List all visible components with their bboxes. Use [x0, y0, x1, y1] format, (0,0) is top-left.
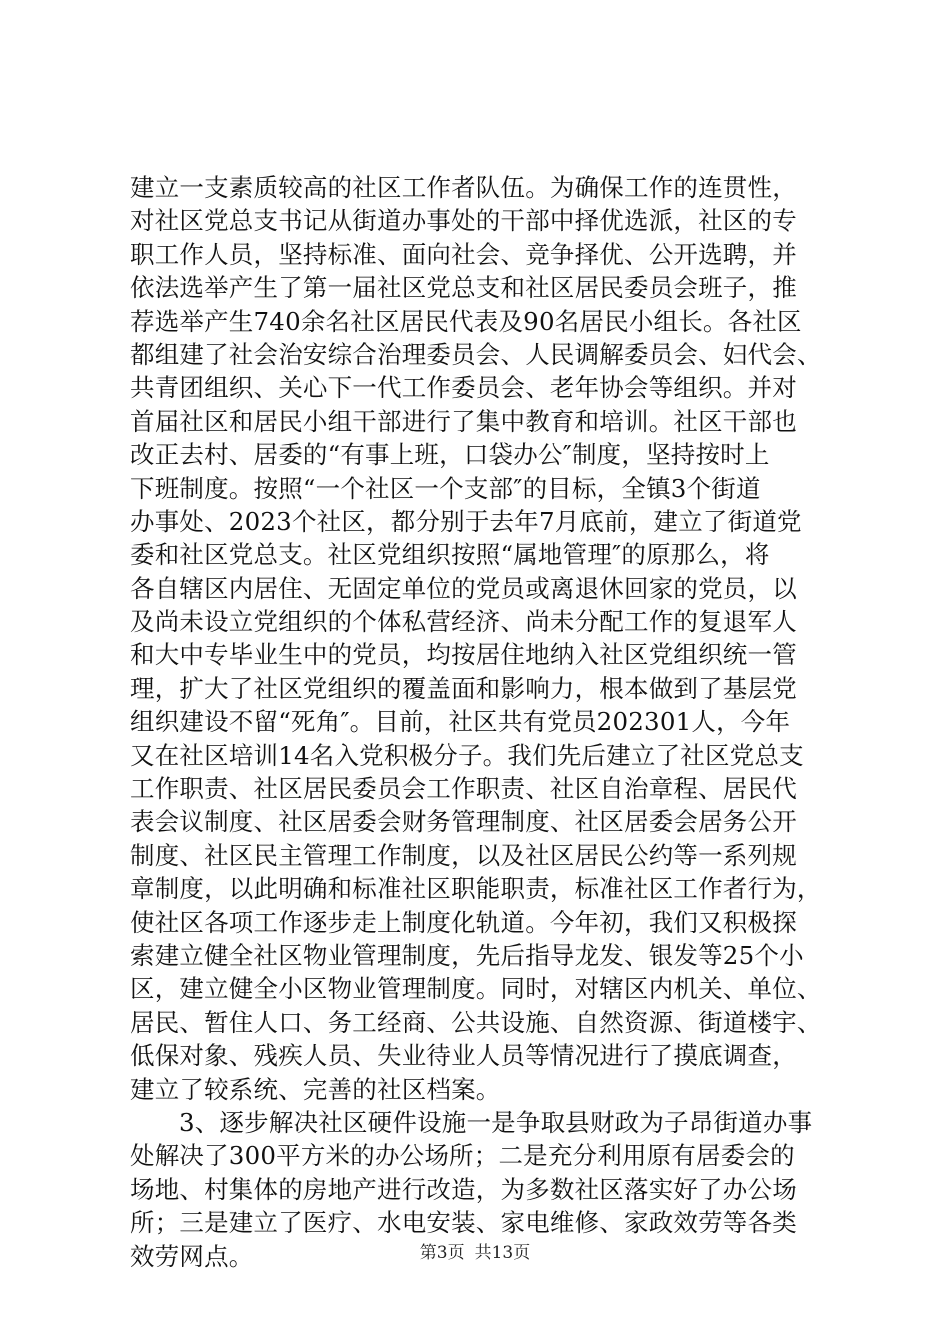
text-line: 所；三是建立了医疗、水电安装、家电维修、家政效劳等各类: [130, 1208, 797, 1238]
text-line: 委和社区党总支。社区党组织按照“属地管理″的原那么，将: [130, 540, 770, 570]
text-line: 区，建立健全小区物业管理制度。同时，对辖区内机关、单位、: [130, 974, 822, 1004]
page-total: 共13页: [474, 1243, 531, 1263]
text-line: 使社区各项工作逐步走上制度化轨道。今年初，我们又积极探: [130, 907, 797, 937]
text-line: 首届社区和居民小组干部进行了集中教育和培训。社区干部也: [130, 406, 797, 436]
text-line: 索建立健全社区物业管理制度，先后指导龙发、银发等25个小: [130, 940, 804, 970]
text-line: 场地、村集体的房地产进行改造，为多数社区落实好了办公场: [130, 1174, 797, 1204]
text-line: 理，扩大了社区党组织的覆盖面和影响力，根本做到了基层党: [130, 673, 797, 703]
text-line: 和大中专毕业生中的党员，均按居住地纳入社区党组织统一管: [130, 640, 797, 670]
text-line: 办事处、2023个社区，都分别于去年7月底前，建立了街道党: [130, 506, 802, 536]
page-footer: [0, 1241, 950, 1265]
text-line: 荐选举产生740余名社区居民代表及90名居民小组长。各社区: [130, 306, 802, 336]
text-line: 都组建了社会治安综合治理委员会、人民调解委员会、妇代会、: [130, 339, 822, 369]
text-line: 共青团组织、关心下一代工作委员会、老年协会等组织。并对: [130, 373, 797, 403]
text-line: 又在社区培训14名入党积极分子。我们先后建立了社区党总支: [130, 740, 804, 770]
text-line: 下班制度。按照“一个社区一个支部″的目标，全镇3个街道: [130, 473, 761, 503]
text-line: 及尚未设立党组织的个体私营经济、尚未分配工作的复退军人: [130, 607, 797, 637]
text-line: 章制度，以此明确和标准社区职能职责，标准社区工作者行为，: [130, 874, 822, 904]
body-text: [130, 171, 850, 1273]
text-line: 改正去村、居委的“有事上班，口袋办公″制度，坚持按时上: [130, 440, 770, 470]
text-line: 建立了较系统、完善的社区档案。: [130, 1074, 501, 1104]
page-number: 第3页: [419, 1243, 465, 1263]
paragraph-heading-line: 3、逐步解决社区硬件设施一是争取县财政为子昂街道办事: [179, 1107, 813, 1137]
text-line: 表会议制度、社区居委会财务管理制度、社区居委会居务公开: [130, 807, 797, 837]
text-line: 各自辖区内居住、无固定单位的党员或离退休回家的党员，以: [130, 573, 797, 603]
text-line: 工作职责、社区居民委员会工作职责、社区自治章程、居民代: [130, 774, 797, 804]
text-line: 效劳网点。: [130, 1241, 254, 1271]
text-line: 制度、社区民主管理工作制度，以及社区居民公约等一系列规: [130, 840, 797, 870]
text-line: 依法选举产生了第一届社区党总支和社区居民委员会班子，推: [130, 273, 797, 303]
text-line: 低保对象、残疾人员、失业待业人员等情况进行了摸底调查，: [130, 1041, 797, 1071]
text-line: 对社区党总支书记从街道办事处的干部中择优选派，社区的专: [130, 206, 797, 236]
text-line: 建立一支素质较高的社区工作者队伍。为确保工作的连贯性，: [130, 173, 797, 202]
text-line: 处解决了300平方米的办公场所；二是充分利用原有居委会的: [130, 1141, 795, 1171]
text-line: 组织建设不留“死角″。目前，社区共有党员202301人，今年: [130, 707, 791, 737]
text-line: 职工作人员，坚持标准、面向社会、竞争择优、公开选聘，并: [130, 239, 797, 269]
text-line: 居民、暂住人口、务工经商、公共设施、自然资源、街道楼宇、: [130, 1007, 822, 1037]
